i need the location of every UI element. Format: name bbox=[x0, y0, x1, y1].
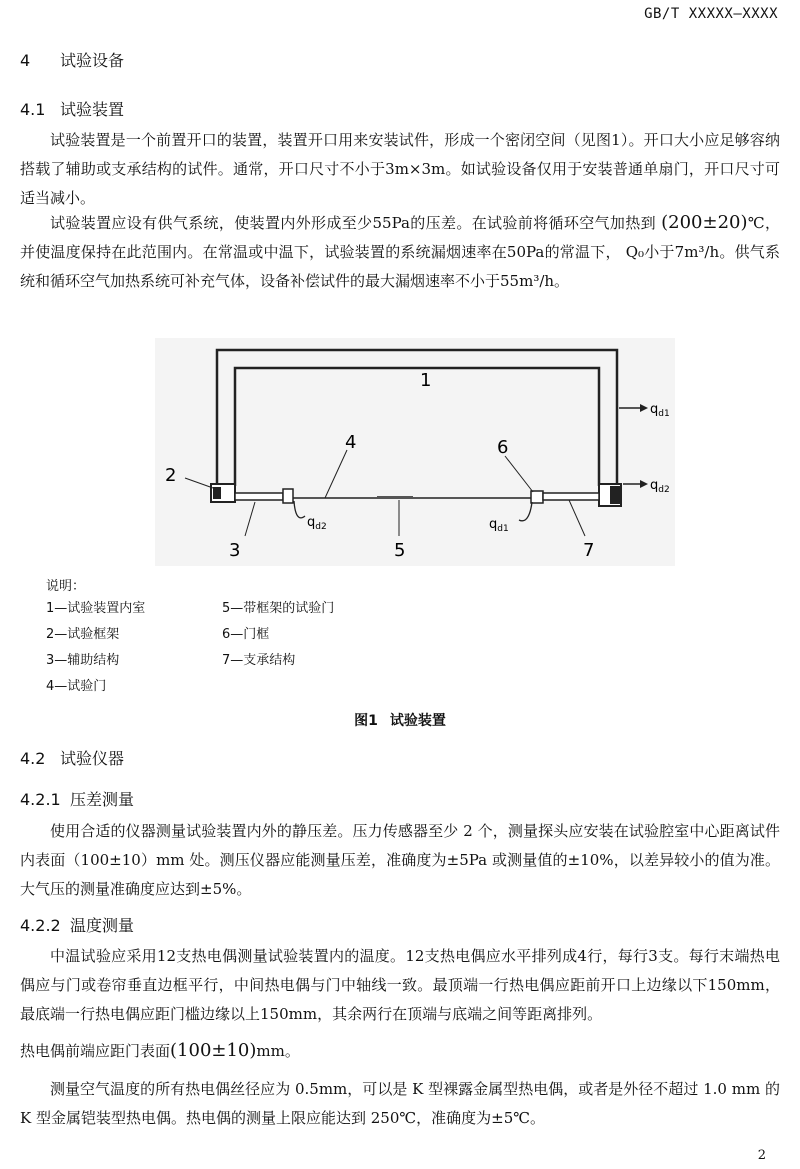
section-4-2-2-heading bbox=[20, 913, 134, 936]
flow-label-qd1-right: $q_{d1}$ bbox=[650, 402, 670, 419]
legend-item: 4—试验门 bbox=[46, 679, 107, 694]
section-title: 试验装置 bbox=[60, 100, 125, 119]
page-number: 2 bbox=[757, 1148, 766, 1163]
section-4-2-1-heading bbox=[20, 787, 134, 810]
document-code: GB/T XXXXX—XXXX bbox=[644, 6, 778, 22]
flow-label-qd1-bottom: $q_{d1}$ bbox=[489, 517, 509, 534]
door-detail bbox=[377, 496, 413, 499]
frame-fill-left bbox=[213, 487, 221, 499]
label-5: 5 bbox=[394, 540, 406, 561]
label-2: 2 bbox=[165, 465, 177, 486]
paragraph-2 bbox=[20, 208, 780, 296]
section-title: 试验仪器 bbox=[60, 749, 125, 768]
flow-label-qd2-left: $q_{d2}$ bbox=[307, 515, 327, 532]
section-title: 温度测量 bbox=[70, 916, 135, 935]
label-1: 1 bbox=[420, 370, 432, 391]
flow-label-qd2-right: $q_{d2}$ bbox=[650, 478, 670, 495]
label-6: 6 bbox=[497, 437, 509, 458]
paragraph-5-text-a: 热电偶前端应距门表面 bbox=[20, 1042, 171, 1060]
label-7: 7 bbox=[583, 540, 595, 561]
door-leaf-edge bbox=[283, 489, 293, 503]
legend-title: 说明： bbox=[46, 579, 86, 594]
temperature-range: (200±20) bbox=[661, 212, 748, 233]
distance-range: (100±10) bbox=[170, 1040, 257, 1061]
paragraph-5 bbox=[20, 1036, 780, 1066]
section-number: 4.2 bbox=[20, 749, 46, 768]
paragraph-6: 测量空气温度的所有热电偶丝径应为 0.5mm，可以是 K 型裸露金属型热电偶，或者是外径不超过 1.0 mm 的 K 型金属铠装型热电偶。热电偶的测量上限应能达到 250℃，准确度为±5℃。 bbox=[20, 1080, 780, 1127]
legend-item: 7—支承结构 bbox=[222, 653, 296, 668]
paragraph-5-text-b: mm。 bbox=[256, 1042, 300, 1060]
section-number: 4.1 bbox=[20, 100, 46, 119]
support-fill-right bbox=[610, 486, 620, 504]
section-number: 4.2.1 bbox=[20, 790, 61, 809]
label-4: 4 bbox=[345, 432, 357, 453]
figure-caption bbox=[0, 710, 800, 730]
section-4-heading bbox=[20, 48, 124, 71]
paragraph-4: 中温试验应采用12支热电偶测量试验装置内的温度。12支热电偶应水平排列成4行，每行3支。每行末端热电偶应与门或卷帘垂直边框平行，中间热电偶与门中轴线一致。最顶端一行热电偶应距前开口上边缘以下150mm，最底端一行热电偶应距门槛边缘以上150mm，其余两行在顶端与底端之间等距离排列。 bbox=[20, 947, 780, 1023]
legend-item: 6—门框 bbox=[222, 627, 270, 642]
figure-number: 图1 bbox=[354, 713, 378, 729]
figure-background bbox=[155, 338, 675, 566]
section-4-1-heading bbox=[20, 97, 124, 120]
legend-item: 5—带框架的试验门 bbox=[222, 601, 335, 616]
section-title: 压差测量 bbox=[70, 790, 135, 809]
legend-item: 1—试验装置内室 bbox=[46, 601, 146, 616]
paragraph-2-text-a: 试验装置应设有供气系统，使装置内外形成至少55Pa的压差。在试验前将循环空气加热到 bbox=[50, 214, 656, 232]
section-number: 4 bbox=[20, 51, 31, 70]
section-number: 4.2.2 bbox=[20, 916, 61, 935]
section-title: 试验设备 bbox=[60, 51, 125, 70]
legend-item: 3—辅助结构 bbox=[46, 653, 120, 668]
paragraph-2-text-b: ℃，并使温度保持在此范围内。在常温或中温下，试验装置的系统漏烟速率在50Pa的常温下， bbox=[20, 214, 780, 261]
support-structure bbox=[543, 493, 599, 500]
test-apparatus-figure bbox=[155, 338, 675, 566]
label-3: 3 bbox=[229, 540, 241, 561]
figure-title: 试验装置 bbox=[389, 713, 446, 729]
paragraph-1: 试验装置是一个前置开口的装置，装置开口用来安装试件，形成一个密闭空间（见图1）。开口大小应足够容纳搭载了辅助或支承结构的试件。通常，开口尺寸不小于3m×3m。如试验设备仅用于安装普通单扇门，开口尺寸可适当减小。 bbox=[20, 131, 780, 207]
paragraph-2-text-c: Q₀小于7m³/h。供气系统和循环空气加热系统可补充气体，设备补偿试件的最大漏烟速率不小于55m³/h。 bbox=[20, 243, 781, 290]
door-frame bbox=[531, 491, 543, 503]
paragraph-3: 使用合适的仪器测量试验装置内外的静压差。压力传感器至少 2 个，测量探头应安装在试验腔室中心距离试件内表面（100±10）mm 处。测压仪器应能测量压差，准确度为±5Pa 或测量值的±10%，以差异较小的值为准。大气压的测量准确度应达到±5%。 bbox=[20, 822, 780, 898]
section-4-2-heading bbox=[20, 746, 124, 769]
auxiliary-structure bbox=[235, 493, 283, 500]
legend-item: 2—试验框架 bbox=[46, 627, 120, 642]
